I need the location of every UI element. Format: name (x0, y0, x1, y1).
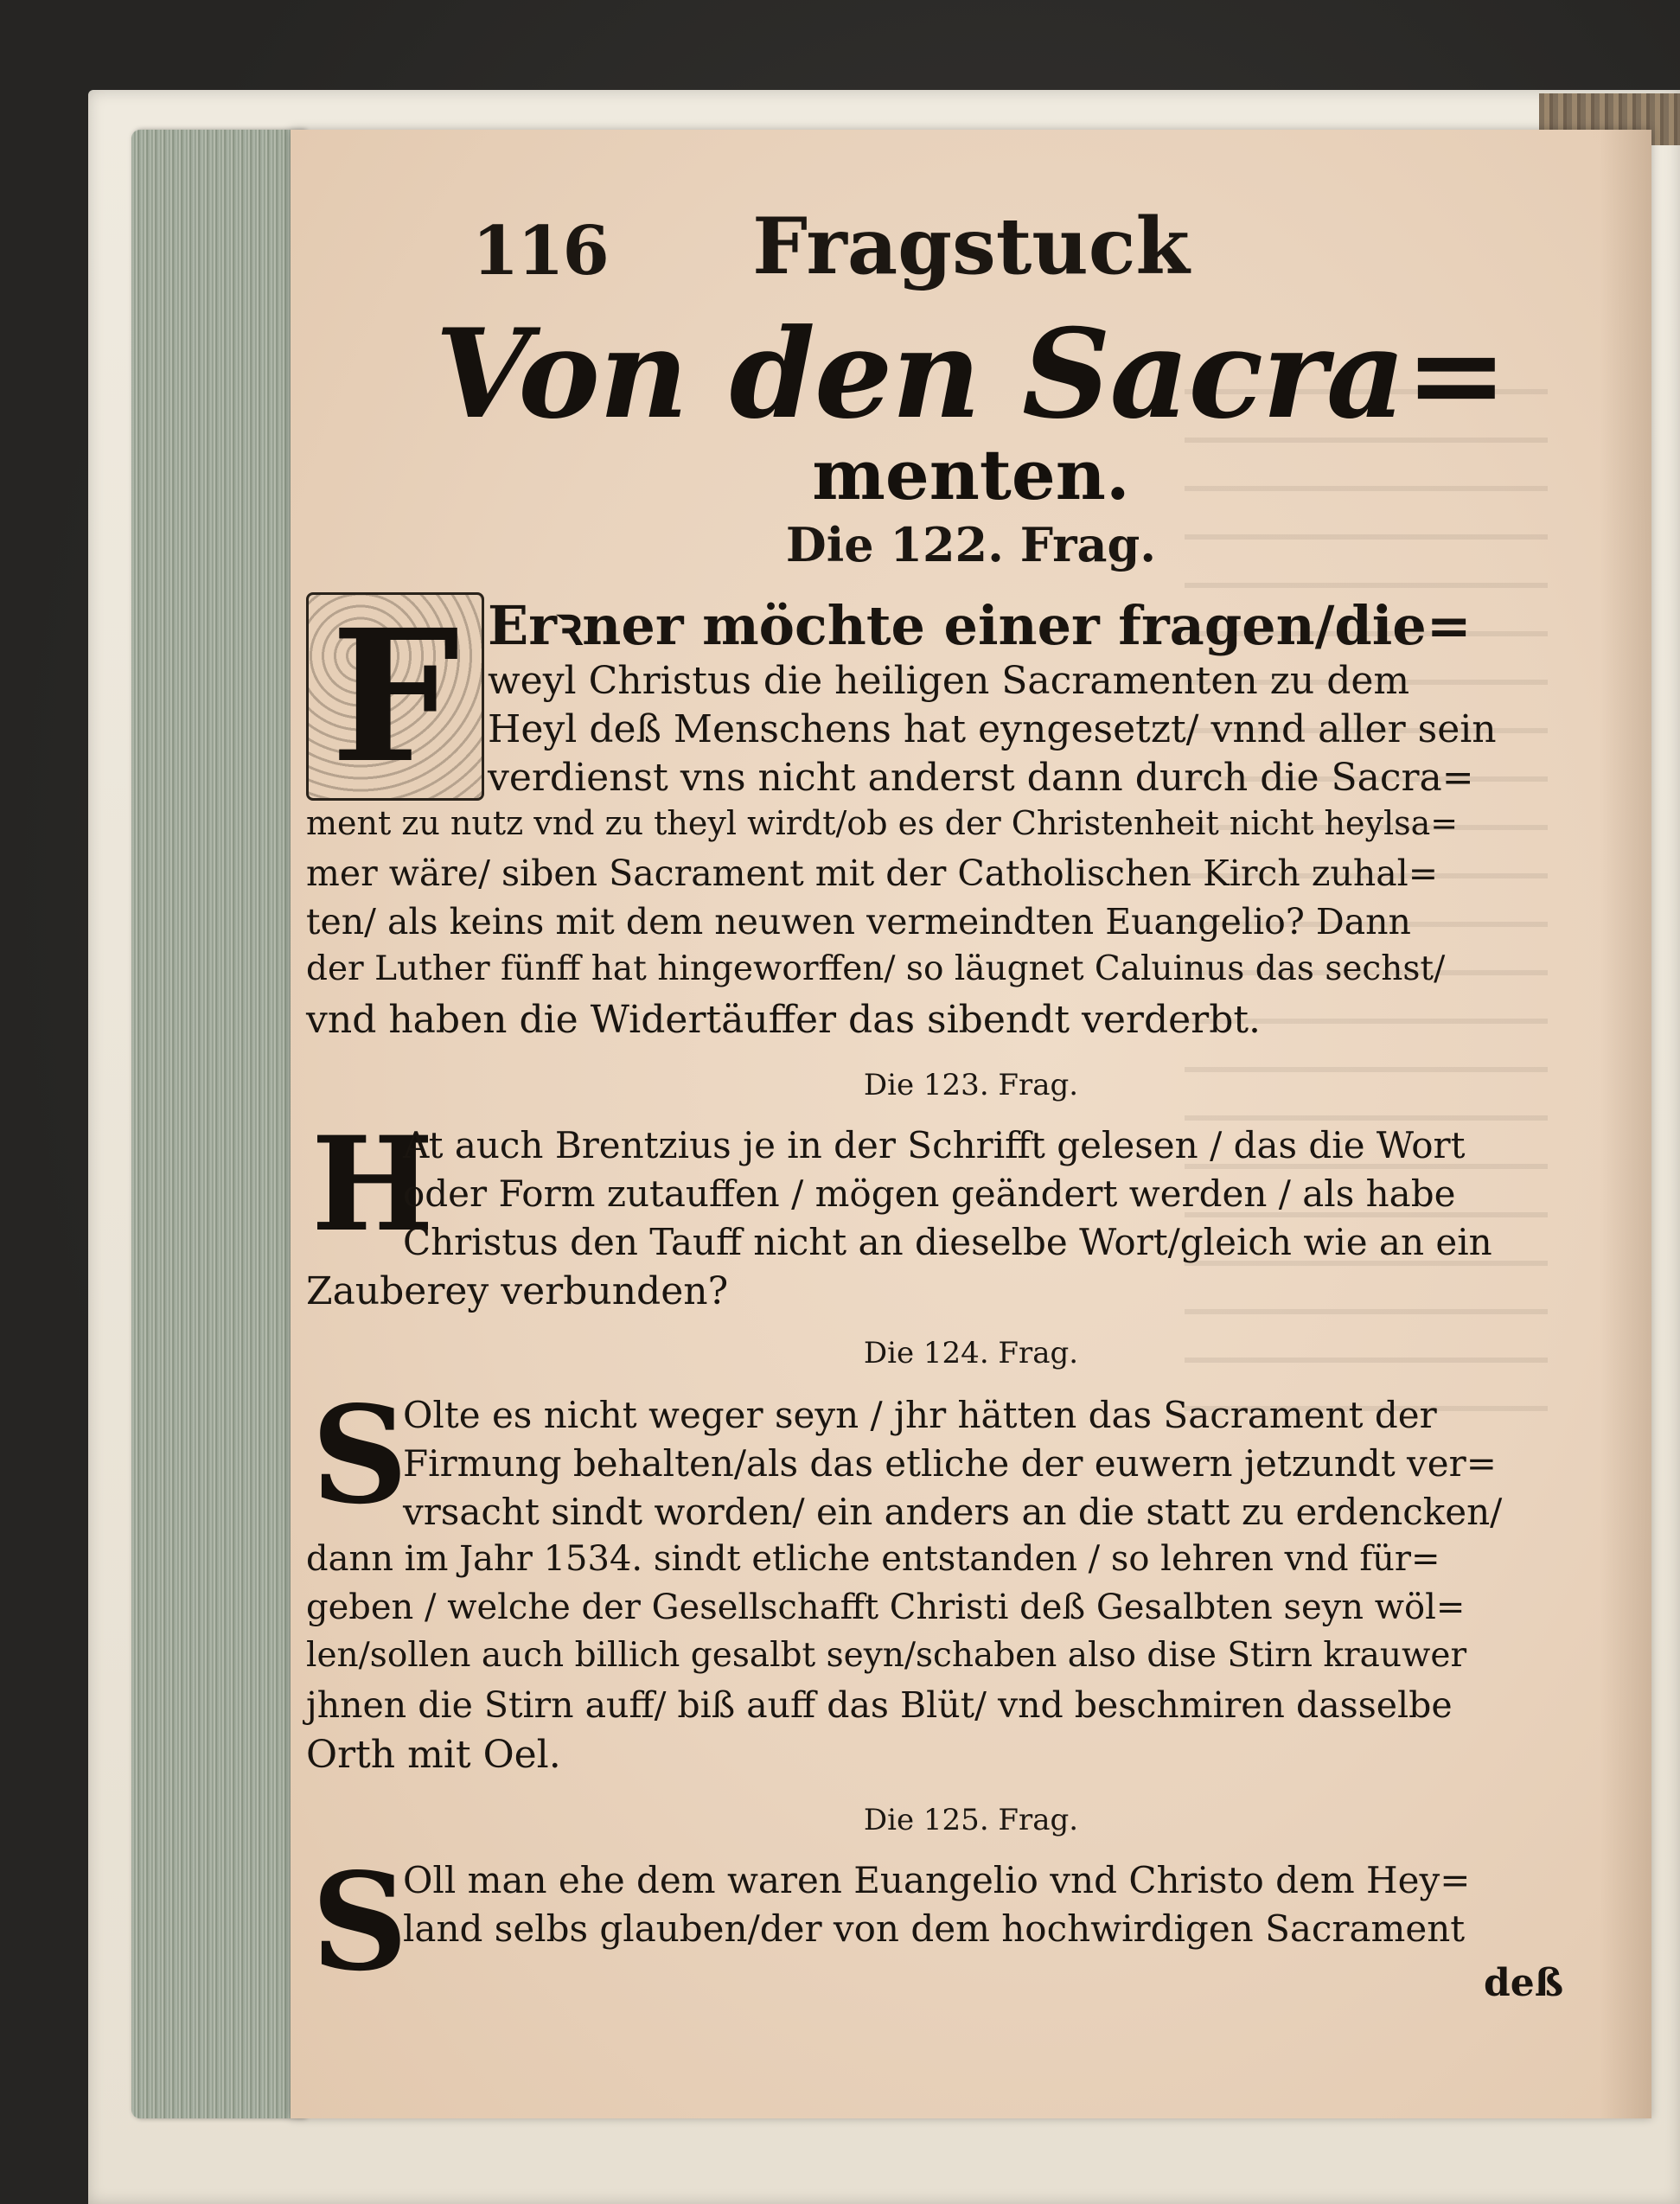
text-line: mer wäre/ siben Sacrament mit der Catholischen Kirch zuhal= (306, 853, 1439, 894)
text-line: At auch Brentzius je in der Schrifft gelesen / das die Wort (403, 1124, 1466, 1166)
text-line: Heyl deß Menschens hat eyngesetzt/ vnnd aller sein (488, 707, 1497, 751)
text-line: ten/ als keins mit dem neuwen vermeindten Euangelio? Dann (306, 901, 1411, 942)
text-line: jhnen die Stirn auff/ biß auff das Blüt/ vnd beschmiren dasselbe (306, 1684, 1453, 1726)
running-head: Fragstuck (752, 201, 1190, 292)
page-number: 116 (472, 212, 608, 291)
text-line: verdienst vns nicht anderst dann durch die Sacra= (488, 756, 1474, 800)
text-line: len/sollen auch billich gesalbt seyn/schaben also dise Stirn krauwer (306, 1636, 1467, 1675)
text-line: weyl Christus die heiligen Sacramenten zu dem (488, 659, 1410, 703)
catchword: deß (1484, 1961, 1564, 2005)
text-line: geben / welche der Gesellschafft Christi deß Gesalbten seyn wöl= (306, 1588, 1466, 1627)
question-label: Die 124. Frag. (863, 1336, 1079, 1370)
section-title-continuation: menten. (812, 434, 1130, 515)
text-line: ment zu nutz vnd zu theyl wirdt/ob es der Christenheit nicht heylsa= (306, 804, 1459, 842)
initial-letter: H (311, 1108, 434, 1261)
book-page (291, 130, 1651, 2118)
question-label: Die 125. Frag. (863, 1803, 1079, 1837)
text-line: vrsacht sindt worden/ ein anders an die statt zu erdencken/ (403, 1491, 1503, 1533)
text-line: Olte es nicht weger seyn / jhr hätten das Sacrament der (403, 1394, 1437, 1436)
section-title: Von den Sacra= (435, 303, 1507, 446)
text-line: der Luther fünff hat hingeworffen/ so läugnet Caluinus das sechst/ (306, 949, 1446, 988)
ornate-initial: F (306, 592, 484, 801)
question-label: Die 122. Frag. (785, 517, 1157, 572)
page-edges (131, 130, 304, 2118)
text-line: Christus den Tauff nicht an dieselbe Wort/gleich wie an ein (403, 1221, 1492, 1263)
text-line: oder Form zutauffen / mögen geändert werden / als habe (403, 1172, 1456, 1215)
text-line: Firmung behalten/als das etliche der euwern jetzundt ver= (403, 1442, 1497, 1485)
text-line: vnd haben die Widertäuffer das sibendt verderbt. (306, 998, 1262, 1042)
initial-letter: S (311, 1843, 408, 2001)
text-line: Erꝛner möchte einer fragen/die= (488, 594, 1472, 657)
text-line: Oll man ehe dem waren Euangelio vnd Christo dem Hey= (403, 1859, 1471, 1901)
text-line: Orth mit Oel. (306, 1733, 561, 1777)
text-line: dann im Jahr 1534. sindt etliche entstanden / so lehren vnd für= (306, 1539, 1440, 1579)
text-line: land selbs glauben/der von dem hochwirdigen Sacrament (403, 1907, 1466, 1950)
initial-letter: S (311, 1376, 408, 1534)
question-label: Die 123. Frag. (863, 1068, 1079, 1102)
text-line: Zauberey verbunden? (306, 1269, 729, 1313)
